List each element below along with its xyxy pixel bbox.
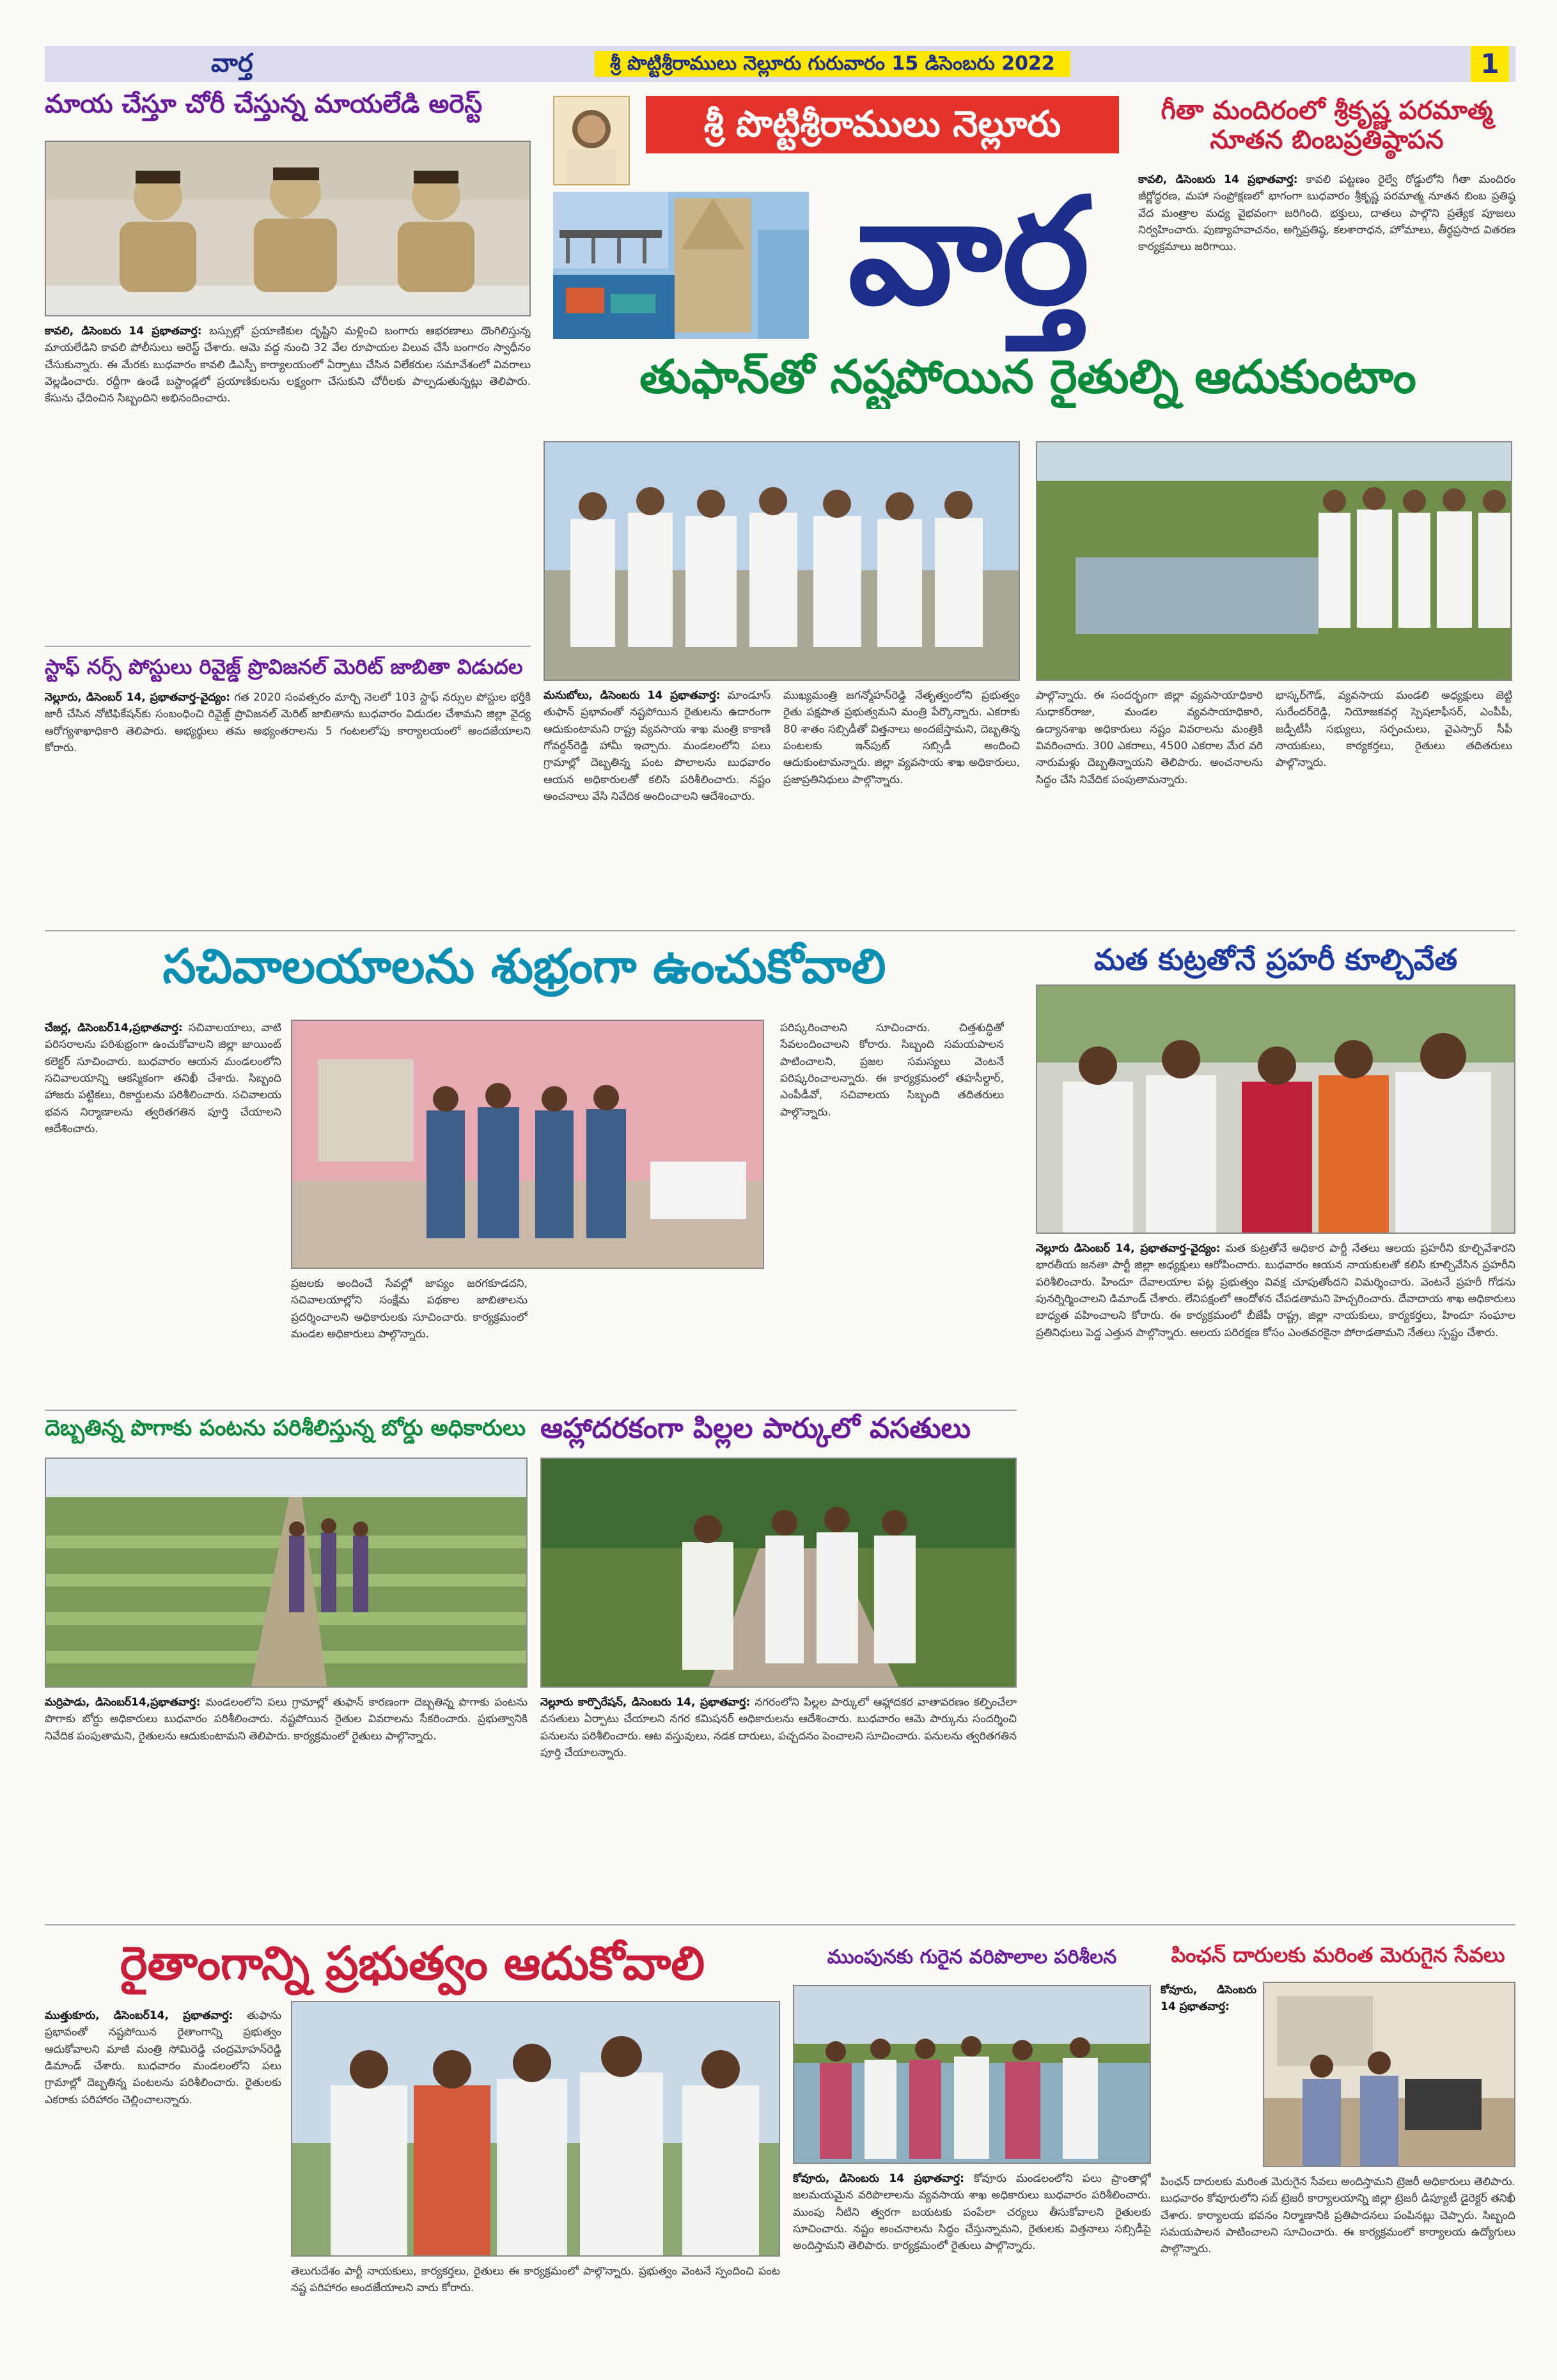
headline-tobacco: దెబ్బతిన్న పొగాకు పంటను పరిశీలిస్తున్న బోర్డు అధికారులు <box>45 1416 526 1441</box>
article-raithangam-col1 <box>45 2007 281 2343</box>
photo-police-officers <box>45 141 531 316</box>
photo-leaders-farmers <box>291 2001 780 2257</box>
article-farmers-col3 <box>1036 687 1263 921</box>
article-sachivalayam-text: సచివాలయాలు, వాటి పరిసరాలను పరిశుభ్రంగా ఉంచుకోవాలని జిల్లా జాయింట్ కలెక్టర్ సూచించారు. బుధవారం ఆయన మండలంలోని సచివాలయాన్ని ఆకస్మికంగా తనిఖీ చేశారు. సిబ్బంది హాజరు పట్టికలు, రికార్డులను పరిశీలించారు. సచివాలయ భవన నిర్మాణాలను త్వరితగతిన పూర్తి చేయాలని ఆదేశించారు. <box>45 1022 281 1136</box>
article-tobacco-text: మండలంలోని పలు గ్రామాల్లో తుఫాన్ కారణంగా దెబ్బతిన్న పొగాకు పంటను పొగాకు బోర్డు అధికారులు బుధవారం పరిశీలించారు. నష్టపోయిన రైతుల వివరాలను సేకరించారు. ప్రభుత్వానికి నివేదిక పంపుతామని, రైతులను ఆదుకుంటామని తెలిపారు. కార్యక్రమంలో రైతులు పాల్గొన్నారు. <box>45 1696 528 1743</box>
photo-treasury-office <box>1263 1982 1515 2167</box>
headline-arrest: మాయ చేస్తూ చోరీ చేస్తున్న మాయలేడి అరెస్ట్ <box>45 89 483 119</box>
article-gita-dateline: కావలి, డిసెంబరు 14 ప్రభాతవార్త: <box>1138 173 1298 186</box>
photo-park-inspection <box>540 1458 1017 1688</box>
photo-bjp-leaders <box>1036 984 1515 1234</box>
page-number: 1 <box>1471 46 1509 82</box>
article-gita-body <box>1138 171 1515 344</box>
photo-flooded-field <box>1036 441 1512 681</box>
article-arrest-text: బస్సుల్లో ప్రయాణికుల దృష్టిని మళ్లించి బంగారు ఆభరణాలు దొంగిలిస్తున్న మాయలేడిని కావలి పోలీసులు అరెస్ట్ చేశారు. ఆమె వద్ద నుంచి 32 వేల రూపాయల విలువ చేసే బంగారం స్వాధీనం చేసుకున్నారు. ఈ మేరకు బుధవారం కావలి డిఎస్పీ కార్యాలయంలో ఏర్పాటు చేసిన విలేకరుల సమావేశంలో వివరాలు వెల్లడించారు. రద్దీగా ఉండే బస్టాండ్లలో ప్రయాణికులను లక్ష్యంగా చేసుకుని చోరీలకు పాల్పడుతున్నట్లు తెలిపారు. కేసును ఛేదించిన సిబ్బందిని అభినందించారు. <box>45 325 531 405</box>
headline-kulchivetha: మత కుట్రతోనే ప్రహరీ కూల్చివేత <box>1093 943 1458 977</box>
mast-title: వార్త <box>848 167 1090 338</box>
article-raithangam-dateline: ముత్తుకూరు, డిసెంబర్14, ప్రభాతవార్త: <box>45 2009 233 2022</box>
photo-minister-visit <box>544 441 1020 681</box>
article-munupu-dateline: కోవూరు, డిసెంబరు 14 ప్రభాతవార్త: <box>793 2172 964 2185</box>
article-farmers-col4 <box>1276 687 1512 921</box>
headline-park: ఆహ్లాదరకంగా పిల్లల పార్కులో వసతులు <box>540 1413 971 1445</box>
founder-portrait <box>553 96 630 185</box>
mast-collage <box>553 192 809 339</box>
photo-tobacco-field <box>45 1458 528 1688</box>
top-bar <box>45 46 1515 82</box>
headline-gita-mandiram: గీతా మందిరంలో శ్రీకృష్ణ పరమాత్మ నూతన బింబప్రతిష్ఠాపన <box>1161 96 1493 155</box>
divider <box>45 930 1515 931</box>
article-sachivalayam-col2 <box>291 1275 528 1403</box>
article-farmers-col1 <box>544 687 771 921</box>
article-park-dateline: నెల్లూరు కార్పొరేషన్, డిసెంబరు 14, ప్రభాతవార్త: <box>540 1696 751 1709</box>
divider <box>45 1410 1017 1411</box>
article-arrest-body <box>45 323 531 623</box>
photo-flooded-paddy <box>793 1985 1151 2164</box>
article-pension-dateline: కోవూరు, డిసెంబరు 14 ప్రభాతవార్త: <box>1161 1984 1256 2014</box>
article-sachivalayam-col3 <box>780 1020 1004 1403</box>
article-munupu-body <box>793 2170 1151 2343</box>
article-sachivalayam-col3-text: పరిష్కరించాలని సూచించారు. చిత్తశుద్ధితో సేవలందించాలని కోరారు. సిబ్బంది సమయపాలన పాటించాలని, ప్రజల సమస్యలు వెంటనే పరిష్కరించాలన్నారు. ఈ కార్యక్రమంలో తహసీల్దార్, ఎంపీడీవో, సచివాలయ సిబ్బంది తదితరులు పాల్గొన్నారు. <box>780 1022 1004 1119</box>
divider <box>45 646 531 647</box>
article-farmers-col2-text: ముఖ్యమంత్రి జగన్మోహన్‌రెడ్డి నేతృత్వంలోని ప్రభుత్వం రైతు పక్షపాత ప్రభుత్వమని మంత్రి పేర్కొన్నారు. ఎకరాకు 80 శాతం సబ్సిడీతో విత్తనాలు అందజేస్తామని, దెబ్బతిన్న పంటలకు ఇన్‌పుట్ సబ్సిడీ అందించి ఆదుకుంటామన్నారు. జిల్లా వ్యవసాయ శాఖ అధికారులు, ప్రజాప్రతినిధులు పాల్గొన్నారు. <box>783 689 1020 786</box>
article-farmers-col1-text: మాండూస్ తుఫాన్ ప్రభావంతో నష్టపోయిన రైతులను ఉదారంగా ఆదుకుంటామని రాష్ట్ర వ్యవసాయ శాఖ మంత్రి కాకాణి గోవర్ధన్‌రెడ్డి హామీ ఇచ్చారు. మండలంలోని పలు గ్రామాల్లో దెబ్బతిన్న పంట పొలాలను బుధవారం ఆయన అధికారులతో కలిసి పరిశీలించారు. నష్టం అంచనాలు వేసి నివేదిక అందించాలని ఆదేశించారు. <box>544 689 771 804</box>
article-staff-nurse-dateline: నెల్లూరు, డిసెంబర్ 14, ప్రభాతవార్త-వైద్యం: <box>45 691 231 704</box>
article-raithangam-text2: తెలుగుదేశం పార్టీ నాయకులు, కార్యకర్తలు, రైతులు ఈ కార్యక్రమంలో పాల్గొన్నారు. ప్రభుత్వం వెంటనే స్పందించి పంట నష్ట పరిహారం అందజేయాలని వారు కోరారు. <box>291 2265 780 2295</box>
article-farmers-col2 <box>783 687 1020 921</box>
article-kulchivetha-body <box>1036 1240 1515 1915</box>
article-pension-body <box>1161 2174 1515 2343</box>
masthead-small: వార్త <box>211 49 253 78</box>
article-tobacco-dateline: మర్రిపాడు, డిసెంబర్14,ప్రభాతవార్త: <box>45 1696 201 1709</box>
masthead-block <box>540 89 1129 345</box>
article-gita-text: కావలి పట్టణం రైల్వే రోడ్డులోని గీతా మందిరం జీర్ణోద్ధరణ, మహా సంప్రోక్షణలో భాగంగా బుధవారం శ్రీకృష్ణ పరమాత్మ నూతన బింబ ప్రతిష్ఠ వేద మంత్రాల మధ్య వైభవంగా జరిగింది. భక్తులు, దాతలు పాల్గొని ప్రత్యేక పూజలు నిర్వహించారు. పుణ్యాహవాచనం, అగ్నిప్రతిష్ఠ, కలశారాధన, హోమాలు, తీర్థప్రసాద వితరణ కార్యక్రమాలు జరిగాయి. <box>1138 173 1515 254</box>
article-sachivalayam-col2-text: ప్రజలకు అందించే సేవల్లో జాప్యం జరగకూడదని, సచివాలయాల్లోని సంక్షేమ పథకాల జాబితాలను ప్రదర్శించాలని అధికారులకు సూచించారు. కార్యక్రమంలో మండల అధికారులు పాల్గొన్నారు. <box>291 1277 528 1341</box>
headline-raithangam: రైతాంగాన్ని ప్రభుత్వం ఆదుకోవాలి <box>120 1937 705 1990</box>
article-tobacco-body <box>45 1694 528 1915</box>
headline-munupu: ముంపునకు గురైన వరిపొలాల పరిశీలన <box>827 1947 1117 1968</box>
article-staff-nurse-text: గత 2020 సంవత్సరం మార్చి నెలలో 103 స్టాఫ్ నర్సుల పోస్టుల భర్తీకి జారీ చేసిన నోటిఫికేషన్‌కు సంబంధించి రివైజ్డ్ ప్రొవిజనల్ మెరిట్ జాబితాను బుధవారం విడుదల చేశామని జిల్లా వైద్య ఆరోగ్యశాఖాధికారి తెలిపారు. అభ్యర్థులు తమ అభ్యంతరాలను 5 గంటలలోపు కార్యాలయంలో అందజేయాలని కోరారు. <box>45 691 531 755</box>
article-farmers-dateline: మనుబోలు, డిసెంబరు 14 ప్రభాతవార్త: <box>544 689 721 702</box>
article-raithangam-text: తుఫాను ప్రభావంతో నష్టపోయిన రైతాంగాన్ని ప్రభుత్వం ఆదుకోవాలని మాజీ మంత్రి సోమిరెడ్డి చంద్రమోహన్‌రెడ్డి డిమాండ్ చేశారు. బుధవారం మండలంలోని పలు గ్రామాల్లో దెబ్బతిన్న పంటలను పరిశీలించారు. రైతులకు ఎకరాకు పరిహారం చెల్లించాలన్నారు. <box>45 2009 281 2106</box>
headline-staff-nurse: స్టాఫ్ నర్స్ పోస్టులు రివైజ్డ్ ప్రొవిజనల్ మెరిట్ జాబితా విడుదల <box>45 655 523 679</box>
article-staff-nurse-body <box>45 689 531 919</box>
divider <box>45 1924 1515 1925</box>
article-park-body <box>540 1694 1017 1915</box>
headline-pension: పింఛన్ దారులకు మరింత మెరుగైన సేవలు <box>1171 1943 1505 1967</box>
article-pension-text: పింఛన్ దారులకు మరింత మెరుగైన సేవలు అందిస్తామని ట్రెజరీ అధికారులు తెలిపారు. బుధవారం కోవూరులోని సబ్ ట్రెజరీ కార్యాలయాన్ని జిల్లా ట్రెజరీ డిప్యూటీ డైరెక్టర్ తనిఖీ చేశారు. కార్యాలయ భవనం నిర్మాణానికి ప్రతిపాదనలు పంపినట్లు చెప్పారు. సిబ్బంది సమయపాలన పాటించాలని సూచించారు. ఈ కార్యక్రమంలో కార్యాలయ ఉద్యోగులు పాల్గొన్నారు. <box>1161 2175 1515 2256</box>
article-sachivalayam-dateline: చేజర్ల, డిసెంబర్14,ప్రభాతవార్త: <box>45 1022 183 1034</box>
article-kulchivetha-dateline: నెల్లూరు డిసెంబర్ 14, ప్రభాతవార్త-వైద్యం: <box>1036 1242 1221 1255</box>
article-munupu-text: కోవూరు మండలంలోని పలు ప్రాంతాల్లో జలమయమైన వరిపొలాలను వ్యవసాయ శాఖ అధికారులు బుధవారం పరిశీలించారు. ముంపు నీటిని త్వరగా బయటకు పంపేలా చర్యలు తీసుకోవాలని రైతులకు సూచించారు. నష్టం అంచనాలను సిద్ధం చేస్తున్నామని, రైతులకు విత్తనాలు సబ్సిడీపై అందిస్తామని తెలిపారు. కార్యక్రమంలో రైతులు పాల్గొన్నారు. <box>793 2172 1151 2253</box>
headline-farmers: తుఫాన్‌తో నష్టపోయిన రైతుల్ని ఆదుకుంటాం <box>639 350 1416 403</box>
article-sachivalayam-col1 <box>45 1020 281 1403</box>
article-pension-col1 <box>1161 1982 1256 2167</box>
article-farmers-col3-text: పాల్గొన్నారు. ఈ సందర్భంగా జిల్లా వ్యవసాయాధికారి సుధాకర్‌రాజు, మండల వ్యవసాయాధికారి, ఉద్యానశాఖ అధికారులు నష్టం వివరాలను మంత్రికి వివరించారు. 300 ఎకరాలు, 4500 ఎకరాల మేర వరి నారుమళ్లు దెబ్బతిన్నాయని తెలిపారు. అంచనాలను సిద్ధం చేసి నివేదిక పంపుతామన్నారు. <box>1036 689 1263 786</box>
article-kulchivetha-text: మత కుట్రతోనే అధికార పార్టీ నేతలు ఆలయ ప్రహరీని కూల్చివేశారని భారతీయ జనతా పార్టీ జిల్లా అధ్యక్షులు ఆరోపించారు. బుధవారం ఆయన నాయకులతో కలిసి కూల్చివేసిన ప్రహరీని పరిశీలించారు. హిందూ దేవాలయాల పట్ల ప్రభుత్వం వివక్ష చూపుతోందని విమర్శించారు. వెంటనే ప్రహరీ గోడను పునర్నిర్మించాలని డిమాండ్ చేశారు. లేనిపక్షంలో ఆందోళన చేపడతామని హెచ్చరించారు. దేవాదాయ శాఖ అధికారులు బాధ్యత వహించాలని కోరారు. ఈ కార్యక్రమంలో బీజేపీ రాష్ట్ర, జిల్లా నాయకులు, కార్యకర్తలు, హిందూ సంఘాల ప్రతినిధులు పెద్ద ఎత్తున పాల్గొన్నారు. ఆలయ పరిరక్షణ కోసం ఎంతవరకైనా పోరాడతామని నేతలు స్పష్టం చేశారు. <box>1036 1242 1515 1339</box>
mast-district-banner: శ్రీ పొట్టిశ్రీరాములు నెల్లూరు <box>646 96 1119 153</box>
article-park-text: నగరంలోని పిల్లల పార్కులో ఆహ్లాదకర వాతావరణం కల్పించేలా వసతులు ఏర్పాటు చేయాలని నగర కమిషనర్ అధికారులను ఆదేశించారు. బుధవారం ఆమె పార్కును సందర్శించి పనులను పరిశీలించారు. ఆట వస్తువులు, నడక దారులు, పచ్చదనం పెంచాలని సూచించారు. పనులను త్వరితగతిన పూర్తి చేయాలన్నారు. <box>540 1696 1017 1760</box>
article-arrest-dateline: కావలి, డిసెంబరు 14 ప్రభాతవార్త: <box>45 325 202 338</box>
photo-sachivalayam-inspection <box>291 1020 764 1269</box>
dateline: శ్రీ పొట్టిశ్రీరాములు నెల్లూరు గురువారం 15 డిసెంబరు 2022 <box>595 51 1070 77</box>
article-farmers-col4-text: భాస్కర్‌గౌడ్, వ్యవసాయ మండలి అధ్యక్షులు జెట్టి సురేందర్‌రెడ్డి, నియోజకవర్గ స్పెషలాఫీసర్, ఎంపీపీ, జడ్పీటీసీ సభ్యులు, సర్పంచులు, వైఎస్సార్ సీపీ నాయకులు, కార్యకర్తలు, రైతులు తదితరులు పాల్గొన్నారు. <box>1276 689 1512 770</box>
headline-sachivalayam: సచివాలయాలను శుభ్రంగా ఉంచుకోవాలి <box>162 940 886 994</box>
article-raithangam-col2 <box>291 2263 780 2343</box>
